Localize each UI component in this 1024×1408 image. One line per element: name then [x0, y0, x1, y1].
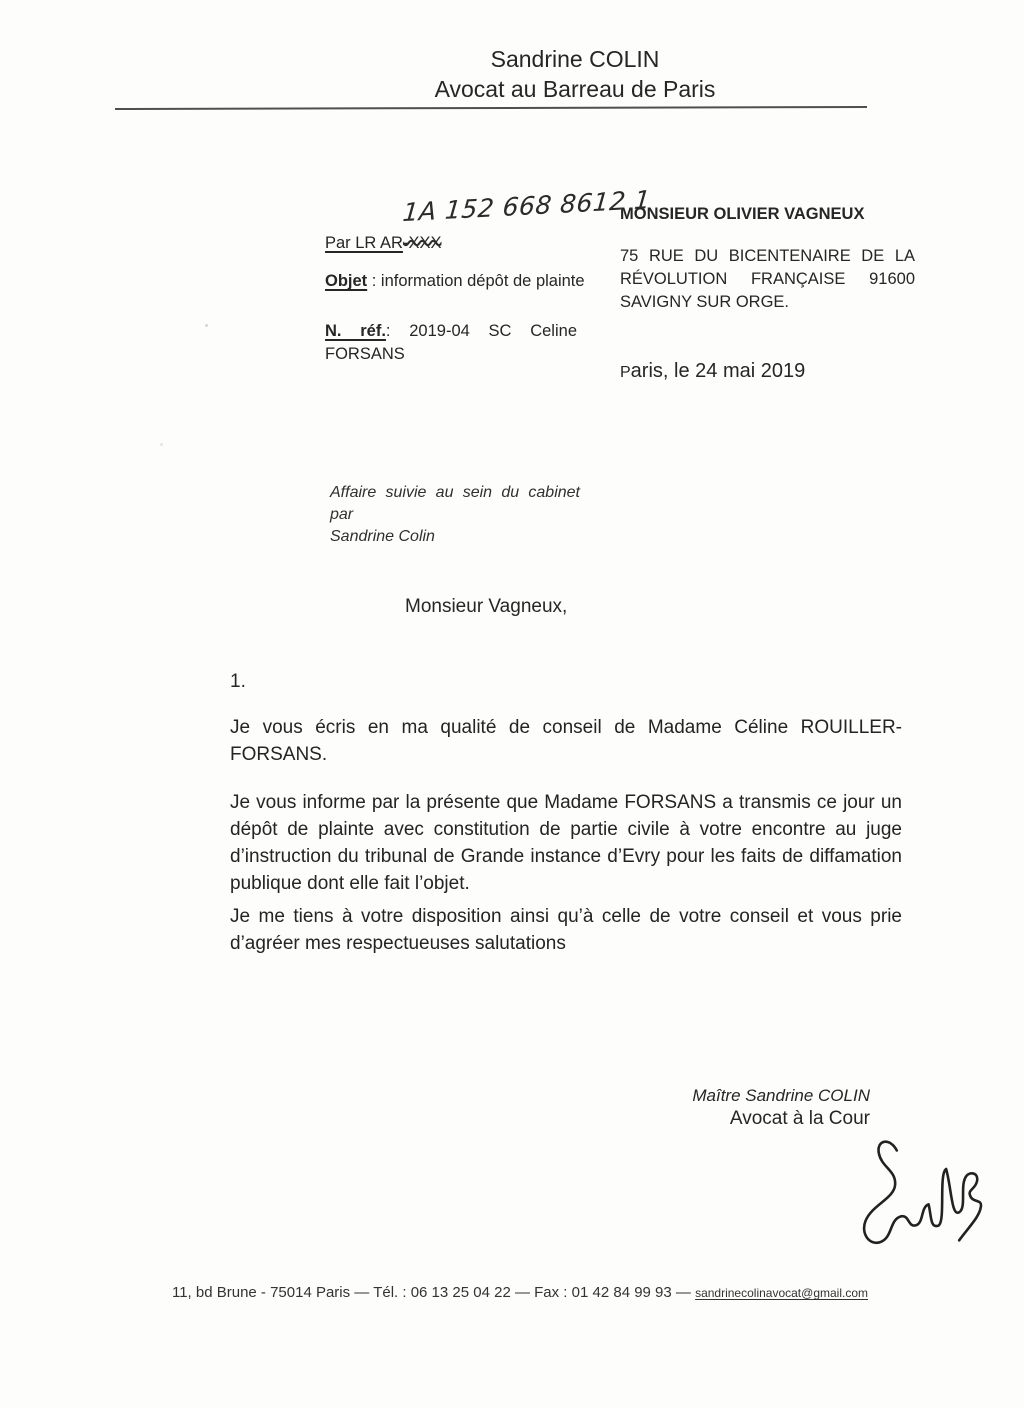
letterhead-name: Sandrine COLIN [490, 46, 660, 72]
sending-method-line [325, 234, 441, 253]
handwritten-signature [838, 1125, 987, 1267]
body-paragraph-3: Je me tiens à votre disposition ainsi qu’à celle de votre conseil et vous prie d’agréer mes respectueuses salutations [230, 906, 902, 954]
signature-icon [838, 1125, 987, 1262]
scan-artifact [160, 443, 163, 446]
letterhead-title: Avocat au Barreau de Paris [434, 76, 716, 102]
signatory-title: Avocat à la Cour [729, 1108, 870, 1129]
letterhead-rule [115, 106, 867, 110]
sending-method-label: Par LR AR [325, 234, 403, 252]
sending-method-struck-text: -XXX [402, 234, 442, 252]
objet-text: : information dépôt de plainte [367, 272, 585, 290]
reference-line1 [325, 320, 577, 343]
recipient-address-line: 75 RUE DU BICENTENAIRE DE LA [620, 247, 915, 265]
reference-label: N. réf. [325, 322, 386, 340]
handled-by-line: Sandrine Colin [330, 528, 435, 545]
objet-label: Objet [325, 272, 368, 290]
objet-line [325, 272, 585, 291]
recipient-name: MONSIEUR OLIVIER VAGNEUX [620, 205, 865, 223]
footer-email: sandrinecolinavocat@gmail.com [695, 1286, 869, 1300]
body-paragraph-2: Je vous informe par la présente que Madame FORSANS a transmis ce jour un dépôt de plainte avec constitution de partie civile à votre encontre au juge d’instruction du tribunal de Grande instance d’Evry pour les faits de diffamation publique dont elle fait l’objet. [230, 792, 902, 894]
signatory-name: Maître Sandrine COLIN [692, 1086, 870, 1105]
footer-address-phone: 11, bd Brune - 75014 Paris — Tél. : 06 13 25 04 22 — Fax : 01 42 84 99 93 — [171, 1284, 696, 1301]
reference-block [325, 320, 577, 366]
footer-contact-line [0, 1284, 1024, 1301]
body-paragraph-1: Je vous écris en ma qualité de conseil de Madame Céline ROUILLER-FORSANS. [230, 717, 902, 765]
handled-by-line: Affaire suivie au sein du cabinet par [330, 484, 580, 523]
city-date: Paris, le 24 mai 2019 [620, 360, 806, 382]
recipient-address [620, 245, 915, 314]
recipient-address-line: RÉVOLUTION FRANÇAISE 91600 [620, 270, 915, 288]
scan-artifact [205, 324, 208, 327]
reference-value: : 2019-04 SC Celine [385, 322, 577, 340]
reference-line2: FORSANS [325, 345, 405, 363]
handled-by-note [330, 482, 580, 548]
salutation: Monsieur Vagneux, [405, 596, 568, 617]
recipient-address-line: SAVIGNY SUR ORGE. [620, 293, 790, 311]
item-number: 1. [230, 671, 246, 692]
handwritten-tracking-number: 1A 152 668 8612 1 [401, 185, 652, 228]
